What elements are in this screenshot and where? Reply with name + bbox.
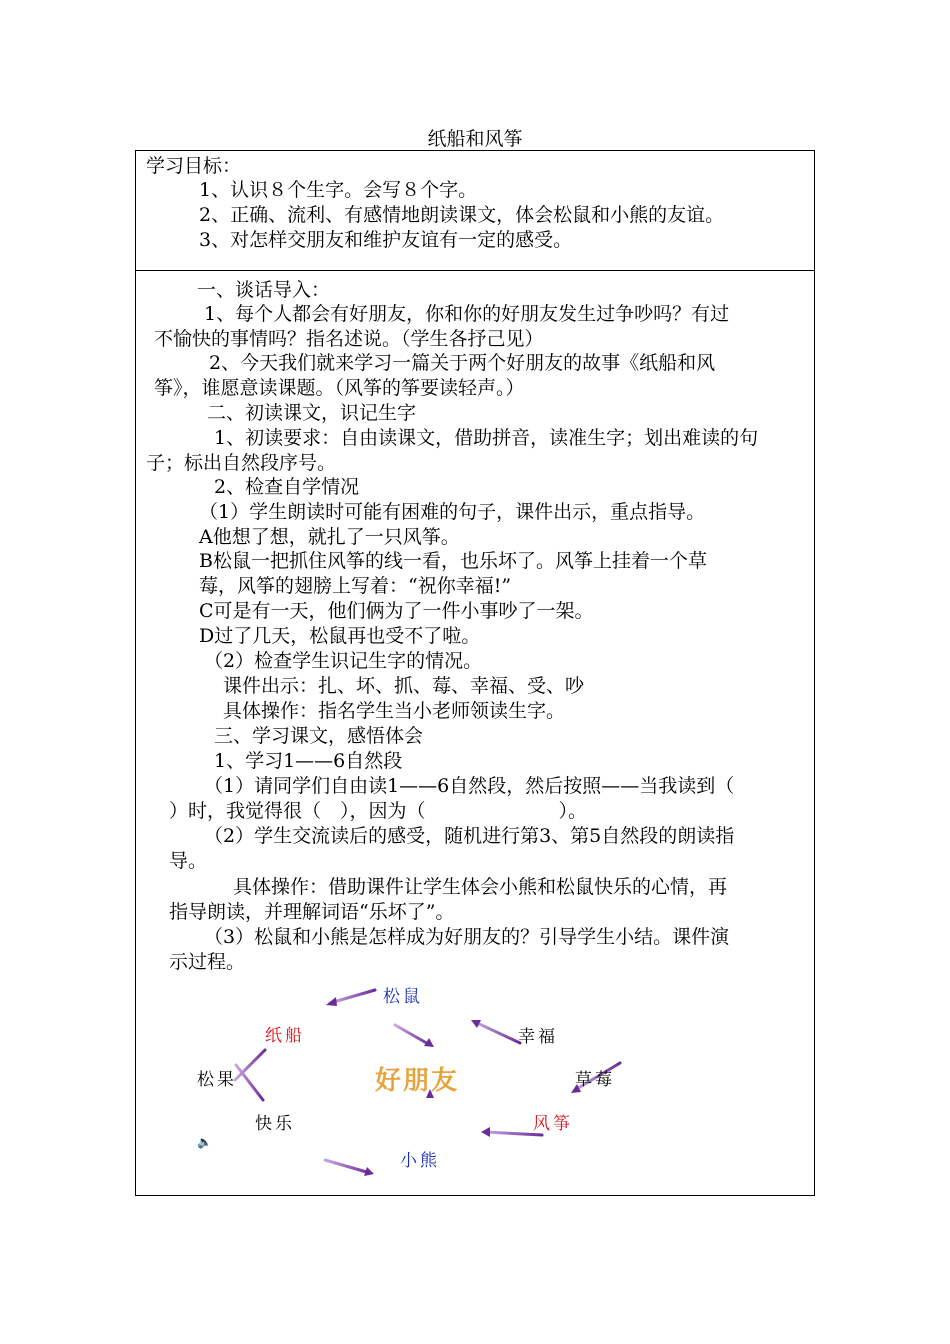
label-kite: 风筝 (533, 1114, 573, 1134)
paragraph-line: 导。 (169, 850, 208, 872)
label-good-friends: 好朋友 (375, 1066, 460, 1096)
paragraph-line: 2、检查自学情况 (214, 476, 360, 498)
label-joy: 快乐 (255, 1114, 295, 1134)
label-pine-nut: 松果 (197, 1070, 237, 1090)
paragraph-line: 筝》，谁愿意读课题。（风筝的筝要读轻声。） (154, 377, 525, 399)
paragraph-line: （2）学生交流读后的感受，随机进行第3、第5自然段的朗读指 (204, 825, 735, 847)
label-squirrel: 松鼠 (383, 987, 423, 1007)
paragraph-line: 课件出示：扎、坏、抓、莓、幸福、受、吵 (223, 675, 585, 697)
example-sentence: A他想了想，就扎了一只风筝。 (199, 526, 460, 548)
arrow (330, 990, 375, 1003)
arrow-head (481, 1127, 490, 1137)
arrow-head (364, 1167, 374, 1176)
friendship-diagram (135, 975, 815, 1190)
label-paper-boat: 纸船 (265, 1026, 305, 1046)
paragraph-line: 子；标出自然段序号。 (146, 452, 337, 474)
paragraph-line: 1、每个人都会有好朋友，你和你的好朋友发生过争吵吗？有过 (204, 303, 730, 325)
arrow (325, 1160, 370, 1173)
objectives-section (135, 150, 815, 271)
paragraph-line: （3）松鼠和小熊是怎样成为好朋友的？引导学生小结。课件演 (204, 926, 730, 948)
label-bear: 小熊 (400, 1151, 440, 1171)
paragraph-line: ）时，我觉得很（ ），因为（ ）。 (169, 800, 588, 822)
speaker-icon[interactable]: 🔈 (197, 1135, 212, 1149)
objective-item: 3、对怎样交朋友和维护友谊有一定的感受。 (199, 229, 573, 251)
example-sentence: 莓，风筝的翅膀上写着：“祝你幸福!” (199, 575, 512, 597)
example-sentence: B松鼠一把抓住风筝的线一看，也乐坏了。风筝上挂着一个草 (199, 550, 707, 572)
arrow (475, 1022, 520, 1043)
paragraph-line: 不愉快的事情吗？指名述说。（学生各抒己见） (154, 328, 544, 350)
arrow (395, 1025, 430, 1045)
paragraph-line: 具体操作：指名学生当小老师领读生字。 (223, 700, 566, 722)
objectives-heading: 学习目标： (146, 155, 242, 177)
paragraph-line: 2、今天我们就来学习一篇关于两个好朋友的故事《纸船和风 (209, 352, 716, 374)
diagram-arrows (135, 975, 815, 1190)
section-heading: 三、学习课文，感悟体会 (214, 725, 424, 747)
paragraph-line: （1）请同学们自由读1——6自然段，然后按照——当我读到（ (204, 775, 735, 797)
document-title: 纸船和风筝 (427, 128, 523, 150)
paragraph-line: 指导朗读，并理解词语“乐坏了”。 (169, 901, 455, 923)
label-happiness: 幸福 (518, 1027, 558, 1047)
arrow (236, 1065, 263, 1100)
paragraph-line: 具体操作：借助课件让学生体会小熊和松鼠快乐的心情，再 (233, 876, 728, 898)
example-sentence: C可是有一天，他们俩为了一件小事吵了一架。 (199, 600, 594, 622)
objective-item: 1、认识８个生字。会写８个字。 (199, 179, 478, 201)
paragraph-line: 1、初读要求：自由读课文，借助拼音，读准生字；划出难读的句 (214, 427, 759, 449)
paragraph-line: （2）检查学生识记生字的情况。 (204, 650, 483, 672)
section-heading: 一、谈话导入： (197, 279, 331, 301)
objective-item: 2、正确、流利、有感情地朗读课文，体会松鼠和小熊的友谊。 (199, 204, 725, 226)
arrow-head (326, 997, 337, 1006)
label-strawberry: 草莓 (575, 1070, 615, 1090)
paragraph-line: 1、学习1——6自然段 (214, 750, 403, 772)
paragraph-line: 示过程。 (169, 951, 246, 973)
section-heading: 二、初读课文，识记生字 (207, 402, 417, 424)
paragraph-line: （1）学生朗读时可能有困难的句子，课件出示，重点指导。 (199, 501, 706, 523)
arrow (235, 1050, 265, 1080)
example-sentence: D过了几天，松鼠再也受不了啦。 (199, 625, 481, 647)
